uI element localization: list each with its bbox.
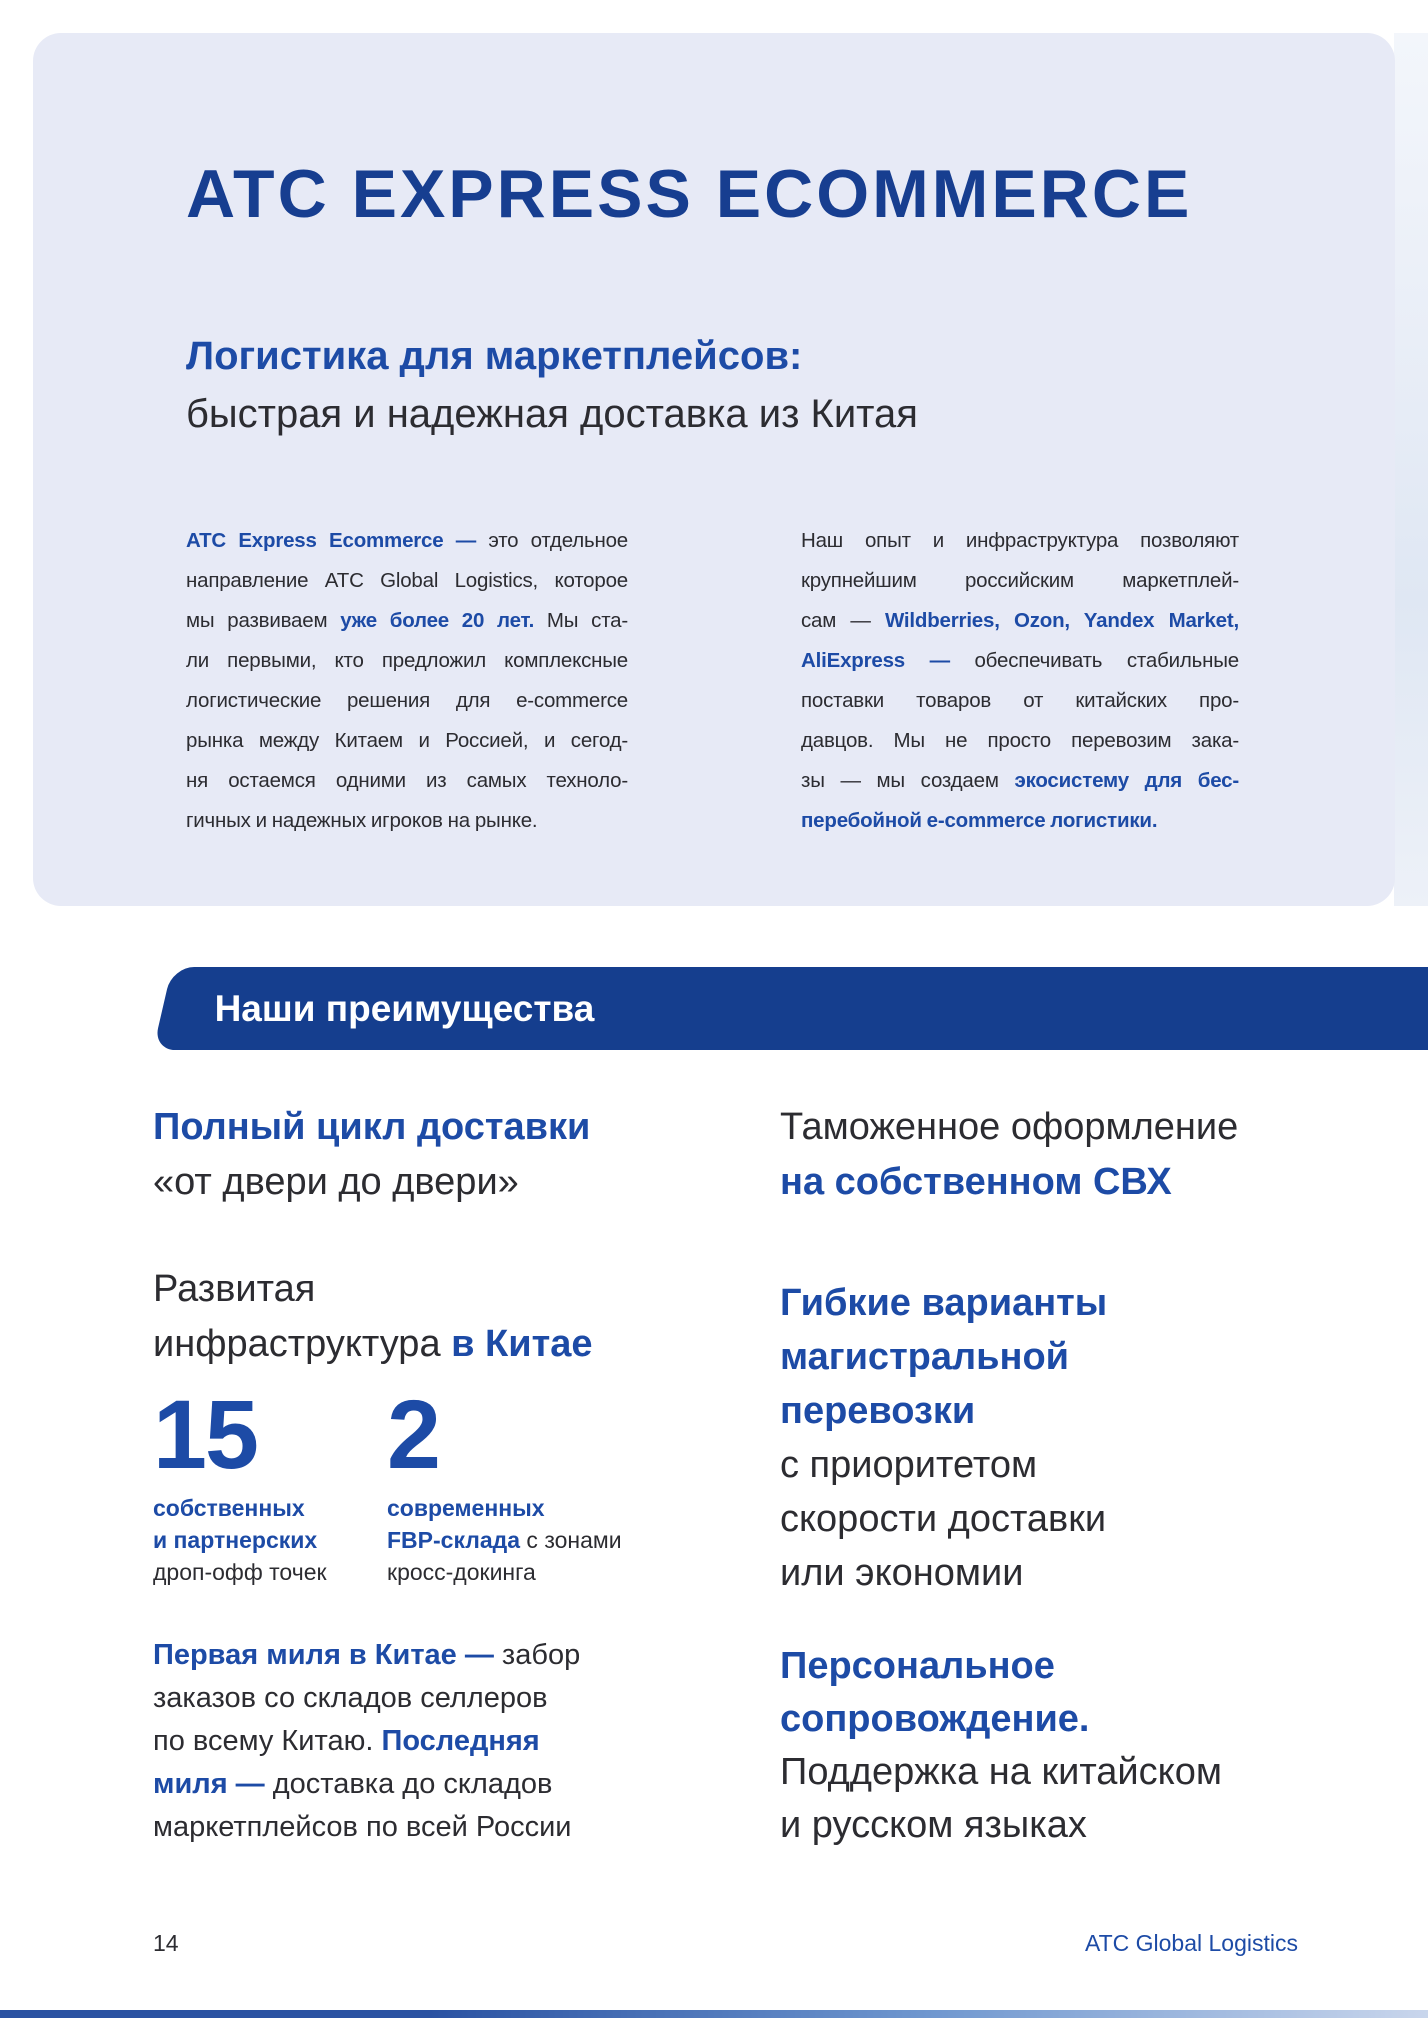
body-text: дроп-офф точек — [153, 1559, 327, 1585]
body-text: это отдельное — [488, 529, 628, 552]
intro-left-paragraph — [186, 521, 628, 841]
body-text: и русском языках — [780, 1804, 1087, 1846]
body-text: мы развиваем — [186, 609, 341, 632]
subtitle-regular: быстрая и надежная доставка из Китая — [186, 392, 918, 436]
advantage-personal-support — [780, 1640, 1222, 1852]
bottom-accent-bar — [0, 2010, 1428, 2018]
text-line — [780, 1100, 1238, 1155]
body-text: или экономии — [780, 1552, 1024, 1594]
text-line — [153, 1317, 593, 1372]
highlighted-text: Первая миля в Китае — — [153, 1639, 502, 1671]
body-text: зы — мы создаем — [801, 769, 1015, 792]
text-line — [780, 1155, 1238, 1210]
text-line — [153, 1720, 613, 1763]
text-line — [801, 641, 1239, 681]
body-text: Развитая — [153, 1268, 316, 1310]
body-text: Поддержка на китайском — [780, 1751, 1222, 1793]
advantage-infrastructure — [153, 1262, 593, 1372]
body-text: рынка между Китаем и Россией, и сегод- — [186, 729, 628, 752]
highlighted-text: перебойной e-commerce логистики. — [801, 809, 1158, 832]
footer-brand: ATC Global Logistics — [1084, 1930, 1298, 1956]
body-text: забор — [501, 1639, 581, 1671]
text-line — [780, 1640, 1222, 1693]
body-text: кросс-докинга — [387, 1559, 536, 1585]
text-line — [780, 1384, 1107, 1438]
highlighted-text: перевозки — [780, 1390, 976, 1432]
stat-caption-dropoff — [153, 1492, 327, 1588]
text-line — [153, 1262, 593, 1317]
text-line — [186, 721, 628, 761]
body-text: обеспечивать стабильные — [974, 649, 1239, 672]
body-text: Мы ста- — [534, 609, 629, 632]
text-line — [186, 561, 628, 601]
background-photo-hint — [1394, 33, 1428, 906]
subtitle-bold: Логистика для маркетплейсов: — [186, 334, 803, 378]
highlighted-text: миля — — [153, 1768, 273, 1800]
text-line — [801, 521, 1239, 561]
text-line — [387, 1556, 622, 1588]
advantage-customs — [780, 1100, 1238, 1210]
highlighted-text: Персональное — [780, 1645, 1055, 1687]
text-line — [186, 601, 628, 641]
body-text: Наш опыт и инфраструктура позволяют — [801, 529, 1239, 552]
body-text: логистические решения для e-commerce — [186, 689, 628, 712]
advantage-full-cycle — [153, 1100, 590, 1210]
highlighted-text: Гибкие варианты — [780, 1282, 1108, 1324]
text-line — [801, 601, 1239, 641]
text-line — [186, 801, 628, 841]
text-line — [387, 1492, 622, 1524]
highlighted-text: на собственном СВХ — [780, 1161, 1172, 1203]
stat-caption-fbp — [387, 1492, 622, 1588]
page-title: ATC EXPRESS ECOMMERCE — [186, 156, 1193, 232]
text-line — [801, 721, 1239, 761]
text-line — [153, 1634, 613, 1677]
text-line — [780, 1438, 1107, 1492]
highlighted-text: Последняя — [381, 1725, 540, 1757]
text-line — [153, 1492, 327, 1524]
text-line — [153, 1524, 327, 1556]
text-line — [780, 1546, 1107, 1600]
text-line — [186, 641, 628, 681]
highlighted-text: современных — [387, 1495, 545, 1521]
text-line — [153, 1806, 613, 1849]
intro-right-paragraph — [801, 521, 1239, 841]
stat-dropoff-points — [153, 1380, 327, 1588]
stat-number-15: 15 — [153, 1380, 257, 1489]
body-text: давцов. Мы не просто перевозим зака- — [801, 729, 1239, 752]
text-line — [186, 761, 628, 801]
text-line — [780, 1330, 1107, 1384]
body-text: инфраструктура — [153, 1323, 452, 1365]
highlighted-text: собственных — [153, 1495, 305, 1521]
advantage-first-last-mile — [153, 1634, 613, 1849]
banner-label: Наши преимущества — [214, 988, 595, 1029]
text-line — [153, 1763, 613, 1806]
advantage-flexible-transport — [780, 1276, 1107, 1600]
body-text: направление ATC Global Logistics, которое — [186, 569, 628, 592]
advantages-banner — [153, 967, 1428, 1050]
highlighted-text: Wildberries, Ozon, Yandex Market, — [884, 609, 1239, 632]
text-line — [780, 1276, 1107, 1330]
body-text: заказов со складов селлеров — [153, 1682, 548, 1714]
footer-page-number: 14 — [153, 1930, 179, 1956]
body-text: скорости доставки — [780, 1498, 1107, 1540]
body-text: сам — — [801, 609, 885, 632]
text-line — [153, 1556, 327, 1588]
text-line — [153, 1155, 590, 1210]
text-line — [186, 521, 628, 561]
text-line — [780, 1693, 1222, 1746]
text-line — [153, 1677, 613, 1720]
text-line — [780, 1746, 1222, 1799]
intro-card — [33, 33, 1395, 906]
body-text: по всему Китаю. — [153, 1725, 382, 1757]
body-text: с приоритетом — [780, 1444, 1038, 1486]
text-line — [801, 761, 1239, 801]
highlighted-text: и партнерских — [153, 1527, 318, 1553]
text-line — [801, 561, 1239, 601]
infrastructure-stats — [153, 1380, 653, 1594]
highlighted-text: ATC Express Ecommerce — — [186, 529, 489, 552]
stat-fbp-warehouses — [387, 1380, 622, 1588]
text-line — [387, 1524, 622, 1556]
body-text: поставки товаров от китайских про- — [801, 689, 1239, 712]
text-line — [801, 681, 1239, 721]
text-line — [186, 681, 628, 721]
highlighted-text: экосистему для бес- — [1014, 769, 1239, 792]
highlighted-text: уже более 20 лет. — [340, 609, 535, 632]
body-text: маркетплейсов по всей России — [153, 1811, 572, 1843]
highlighted-text: AliExpress — — [801, 649, 975, 672]
text-line — [153, 1100, 590, 1155]
body-text: с зонами — [520, 1527, 622, 1553]
body-text: доставка до складов — [272, 1768, 553, 1800]
body-text: гичных и надежных игроков на рынке. — [186, 809, 538, 832]
text-line — [801, 801, 1239, 841]
body-text: ли первыми, кто предложил комплексные — [186, 649, 628, 672]
body-text: Таможенное оформление — [780, 1106, 1239, 1148]
highlighted-text: Полный цикл доставки — [153, 1106, 591, 1148]
body-text: крупнейшим российским маркетплей- — [801, 569, 1239, 592]
highlighted-text: сопровождение. — [780, 1698, 1090, 1740]
highlighted-text: магистральной — [780, 1336, 1070, 1378]
highlighted-text: FBP-склада — [387, 1527, 521, 1553]
body-text: «от двери до двери» — [153, 1161, 519, 1203]
text-line — [780, 1492, 1107, 1546]
stat-number-2: 2 — [387, 1380, 439, 1489]
body-text: ня остаемся одними из самых техноло- — [186, 769, 628, 792]
text-line — [780, 1799, 1222, 1852]
highlighted-text: в Китае — [451, 1323, 593, 1365]
